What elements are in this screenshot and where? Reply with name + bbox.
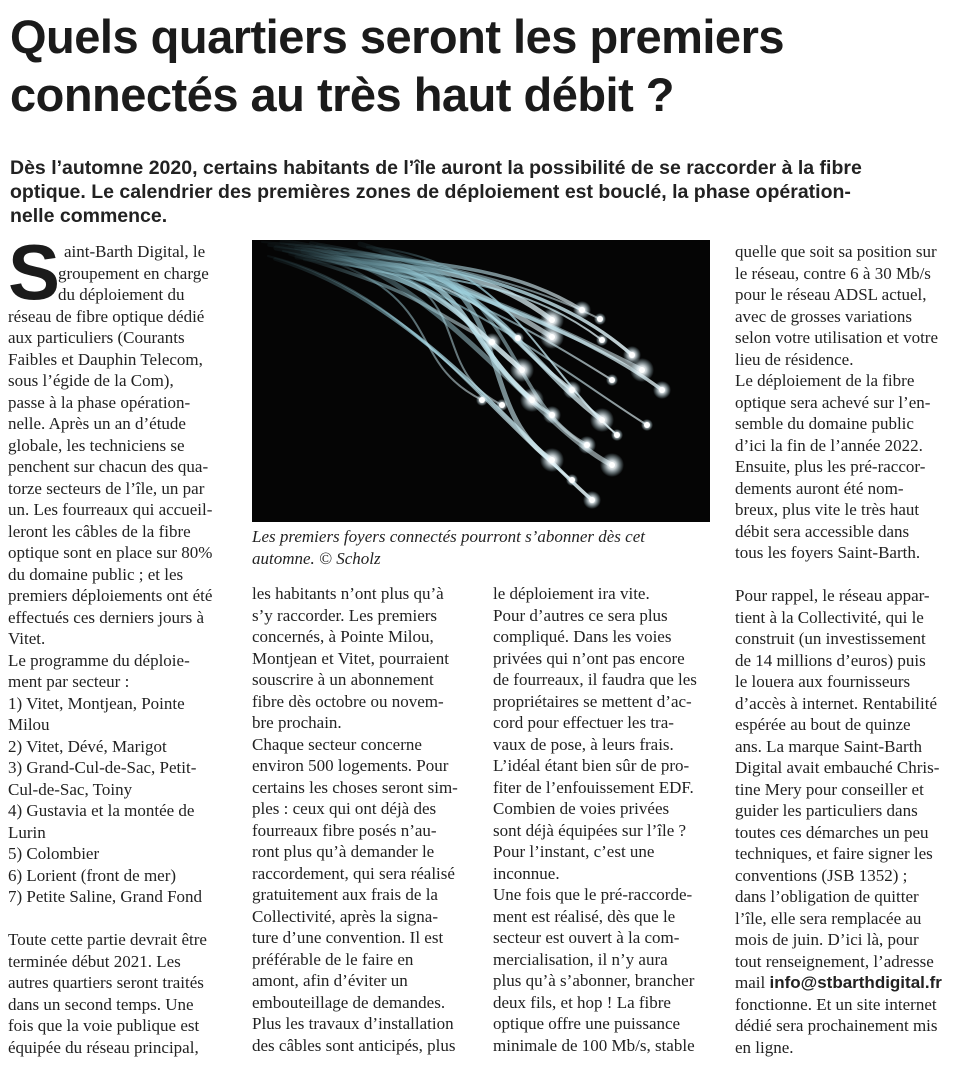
text-line: espérée au bout de quinze <box>735 715 911 734</box>
text-line: Le déploiement de la fibre <box>735 371 915 390</box>
text-line: globale, les techniciens se <box>8 435 185 455</box>
text-line: ment est réalisé, dès que le <box>493 906 676 926</box>
email-line <box>735 972 953 994</box>
fiber-tip <box>479 397 485 403</box>
column-3 <box>493 583 711 1056</box>
text-line: d’accès à internet. Rentabilité <box>735 693 938 713</box>
fiber-tip <box>599 417 605 423</box>
text-line: optique sont en place sur 80% <box>8 543 213 562</box>
text-line: préférable de le faire en <box>252 949 414 969</box>
text-line: le réseau, contre 6 à 30 Mb/s <box>735 263 931 283</box>
text-line: deux fils, et hop ! La fibre <box>493 992 671 1012</box>
text-line: quelle que soit sa position sur <box>735 242 937 261</box>
text-line: premiers déploiements ont été <box>8 586 213 605</box>
text-line: de 14 millions d’euros) puis <box>735 650 926 670</box>
text-line: Montjean et Vitet, pourraient <box>252 648 449 668</box>
fiber-tip <box>639 367 645 373</box>
fiber-tip <box>519 367 525 373</box>
fiber-optic-illustration <box>252 240 710 522</box>
fiber-tip <box>569 387 575 393</box>
text-line: Milou <box>8 715 50 734</box>
text-line: construit (un investissement <box>735 629 926 648</box>
text-line: concernés, à Pointe Milou, <box>252 627 434 646</box>
text-line: lieu de résidence. <box>735 349 854 369</box>
text-line: mercialisation, il n’y aura <box>493 949 668 969</box>
text-line: privées qui n’ont pas encore <box>493 648 685 668</box>
text-line: aux particuliers (Courants <box>8 328 185 347</box>
column-4-top <box>735 241 953 564</box>
text-line: des câbles sont anticipés, plus <box>252 1035 456 1055</box>
text-line: souscrire à un abonnement <box>252 670 434 689</box>
text-line: de fourreaux, il faudra que les <box>493 670 697 689</box>
text-line: Une fois que le pré-raccorde- <box>493 885 693 904</box>
text-line: du domaine public ; et les <box>8 564 184 584</box>
fiber-tip <box>659 387 665 393</box>
fiber-tip <box>489 339 495 345</box>
fiber-tip <box>529 397 535 403</box>
text-line: Plus les travaux d’installation <box>252 1014 454 1033</box>
fiber-tip <box>549 412 555 418</box>
text-line: dans l’obligation de quitter <box>735 887 919 906</box>
text-line: conventions (JSB 1352) ; <box>735 865 908 885</box>
text-line: autres quartiers seront traités <box>8 973 204 992</box>
text-line: tous les foyers Saint-Barth. <box>735 543 921 562</box>
text-line: s’y raccorder. Les premiers <box>252 605 438 625</box>
text-line: passe à la phase opération- <box>8 392 191 412</box>
article-lead <box>10 156 955 228</box>
text-line: aint-Barth Digital, le <box>64 242 206 261</box>
text-line: Chaque secteur concerne <box>252 734 422 754</box>
text-line: tout renseignement, l’adresse <box>735 951 934 971</box>
text-line: optique offre une puissance <box>493 1014 681 1033</box>
text-line: sous l’égide de la Com), <box>8 371 174 390</box>
text-line: amont, afin d’éviter un <box>252 971 408 990</box>
email-row <box>735 972 953 994</box>
fiber-tip <box>629 352 635 358</box>
text-line: Ensuite, plus les pré-raccor- <box>735 457 926 476</box>
text-line: secteur est ouvert à la com- <box>493 928 680 947</box>
fiber-optic-photo <box>252 240 710 522</box>
text-line: avec de grosses variations <box>735 306 913 326</box>
text-line: bre prochain. <box>252 713 342 732</box>
title-line: Quels quartiers seront les premiers <box>10 10 784 63</box>
article-title <box>10 8 955 124</box>
column-1 <box>8 228 230 1058</box>
fiber-tip <box>597 316 603 322</box>
text-line: Pour l’instant, c’est une <box>493 842 655 861</box>
text-line: optique sera achevé sur l’en- <box>735 392 931 412</box>
fiber-tip <box>614 432 620 438</box>
text-line: plus qu’à s’abonner, brancher <box>493 971 695 990</box>
text-line: Lurin <box>8 822 46 842</box>
text-line: 3) Grand-Cul-de-Sac, Petit- <box>8 758 197 777</box>
text-line: 6) Lorient (front de mer) <box>8 865 177 885</box>
text-line: raccordement, qui sera réalisé <box>252 863 455 883</box>
email-prefix: mail <box>735 973 770 992</box>
text-line: 5) Colombier <box>8 844 100 863</box>
fiber-tip <box>569 477 575 483</box>
fiber-tip <box>499 402 505 408</box>
email-link[interactable]: info@stbarthdigital.fr <box>769 973 942 992</box>
text-line: sont déjà équipées sur l’île ? <box>493 820 687 840</box>
text-line: Pour d’autres ce sera plus <box>493 605 668 625</box>
text-line: tient à la Collectivité, qui le <box>735 607 924 627</box>
text-line: Collectivité, après la signa- <box>252 906 438 926</box>
column-4-bottom <box>735 585 953 972</box>
text-line: cord pour effectuer les tra- <box>493 713 674 732</box>
text-line: effectués ces derniers jours à <box>8 607 205 627</box>
fiber-tip <box>609 462 615 468</box>
text-line: 1) Vitet, Montjean, Pointe <box>8 693 185 713</box>
text-line: fibre dès octobre ou novem- <box>252 691 444 711</box>
text-line: les habitants n’ont plus qu’à <box>252 584 444 603</box>
text-line: ront plus qu’à demander le <box>252 842 435 861</box>
text-line: équipée du réseau principal, <box>8 1037 199 1057</box>
text-line: inconnue. <box>493 863 560 883</box>
text-line: terminée début 2021. Les <box>8 951 181 971</box>
text-line: Faibles et Dauphin Telecom, <box>8 349 203 369</box>
text-line: 2) Vitet, Dévé, Marigot <box>8 736 167 756</box>
text-line: nelle. Après un an d’étude <box>8 414 186 433</box>
column-4-end <box>735 994 953 1059</box>
fiber-tip <box>599 337 605 343</box>
text-line: embouteillage de demandes. <box>252 992 446 1012</box>
text-line: vaux de pose, à leurs frais. <box>493 734 674 754</box>
text-line: dans un second temps. Une <box>8 994 194 1014</box>
text-line: le louera aux fournisseurs <box>735 672 911 691</box>
fiber-tip <box>515 335 521 341</box>
text-line: débit sera accessible dans <box>735 521 910 541</box>
text-line: dements auront été nom- <box>735 478 904 498</box>
text-line: un. Les fourreaux qui accueil- <box>8 500 213 519</box>
text-line: pour le réseau ADSL actuel, <box>735 285 927 304</box>
text-line: réseau de fibre optique dédié <box>8 306 205 326</box>
text-line: Le programme du déploie- <box>8 650 190 670</box>
text-line: tine Mery pour conseiller et <box>735 779 924 799</box>
text-line: Toute cette partie devrait être <box>8 930 207 949</box>
text-line: fois que la voie publique est <box>8 1016 200 1035</box>
fiber-tip <box>549 457 555 463</box>
title-line: connectés au très haut débit ? <box>10 68 675 121</box>
text-line: l’île, elle sera remplacée au <box>735 908 922 928</box>
lead-line: optique. Le calendrier des premières zones de déploiement est bouclé, la phase opération- <box>10 181 851 203</box>
text-line: 7) Petite Saline, Grand Fond <box>8 887 203 906</box>
text-line: breux, plus vite le très haut <box>735 500 920 519</box>
text-line: Cul-de-Sac, Toiny <box>8 779 133 799</box>
text-line: dédié sera prochainement mis <box>735 1016 938 1035</box>
fiber-tip <box>584 442 590 448</box>
text-line: minimale de 100 Mb/s, stable <box>493 1035 695 1055</box>
text-line: Vitet. <box>8 629 46 648</box>
text-line: selon votre utilisation et votre <box>735 328 939 347</box>
text-line: propriétaires se mettent d’ac- <box>493 691 692 711</box>
caption-line: Les premiers foyers connectés pourront s’abonner dès cet <box>252 527 645 546</box>
text-line: leront les câbles de la fibre <box>8 521 191 541</box>
column-2 <box>252 583 470 1056</box>
text-line: toutes ces démarches un peu <box>735 822 929 842</box>
fiber-tip <box>609 377 615 383</box>
text-line: penchent sur chacun des qua- <box>8 457 209 476</box>
text-line: ment par secteur : <box>8 672 130 691</box>
text-line: compliqué. Dans les voies <box>493 627 672 646</box>
text-line: ture d’une convention. Il est <box>252 928 444 947</box>
text-line: L’idéal étant bien sûr de pro- <box>493 756 690 775</box>
text-line: 4) Gustavia et la montée de <box>8 801 195 820</box>
fiber-tip <box>644 422 650 428</box>
text-line: le déploiement ira vite. <box>493 584 650 603</box>
fiber-tip <box>549 334 555 340</box>
text-line: techniques, et faire signer les <box>735 844 933 863</box>
lead-line: nelle commence. <box>10 205 168 227</box>
text-line: ans. La marque Saint-Barth <box>735 736 922 756</box>
drop-cap: S <box>8 228 61 316</box>
text-line: certains les choses seront sim- <box>252 777 458 797</box>
text-line: environ 500 logements. Pour <box>252 756 449 775</box>
text-line: en ligne. <box>735 1037 794 1057</box>
text-line <box>8 908 230 930</box>
text-line: Combien de voies privées <box>493 799 670 818</box>
text-line: gratuitement aux frais de la <box>252 885 438 904</box>
caption-line: automne. © Scholz <box>252 548 381 568</box>
fiber-tip <box>549 317 555 323</box>
lead-line: Dès l’automne 2020, certains habitants de l’île auront la possibilité de se raccorder à la fibre <box>10 157 862 179</box>
text-line: du déploiement du <box>58 285 185 304</box>
text-line: mois de juin. D’ici là, pour <box>735 930 919 949</box>
text-line: Digital avait embauché Chris- <box>735 758 940 777</box>
text-line: Pour rappel, le réseau appar- <box>735 586 930 605</box>
text-line: fourreaux fibre posés n’au- <box>252 820 437 840</box>
text-line: guider les particuliers dans <box>735 801 918 820</box>
text-line: fonctionne. Et un site internet <box>735 994 937 1014</box>
text-line: torze secteurs de l’île, un par <box>8 478 205 498</box>
text-line: d’ici la fin de l’année 2022. <box>735 435 923 455</box>
text-line: semble du domaine public <box>735 414 914 433</box>
text-line: ples : ceux qui ont déjà des <box>252 799 437 818</box>
text-line: fiter de l’enfouissement EDF. <box>493 777 694 797</box>
fiber-tip <box>589 497 595 503</box>
text-line: groupement en charge <box>58 263 209 283</box>
photo-caption <box>252 526 722 569</box>
fiber-tip <box>579 307 585 313</box>
